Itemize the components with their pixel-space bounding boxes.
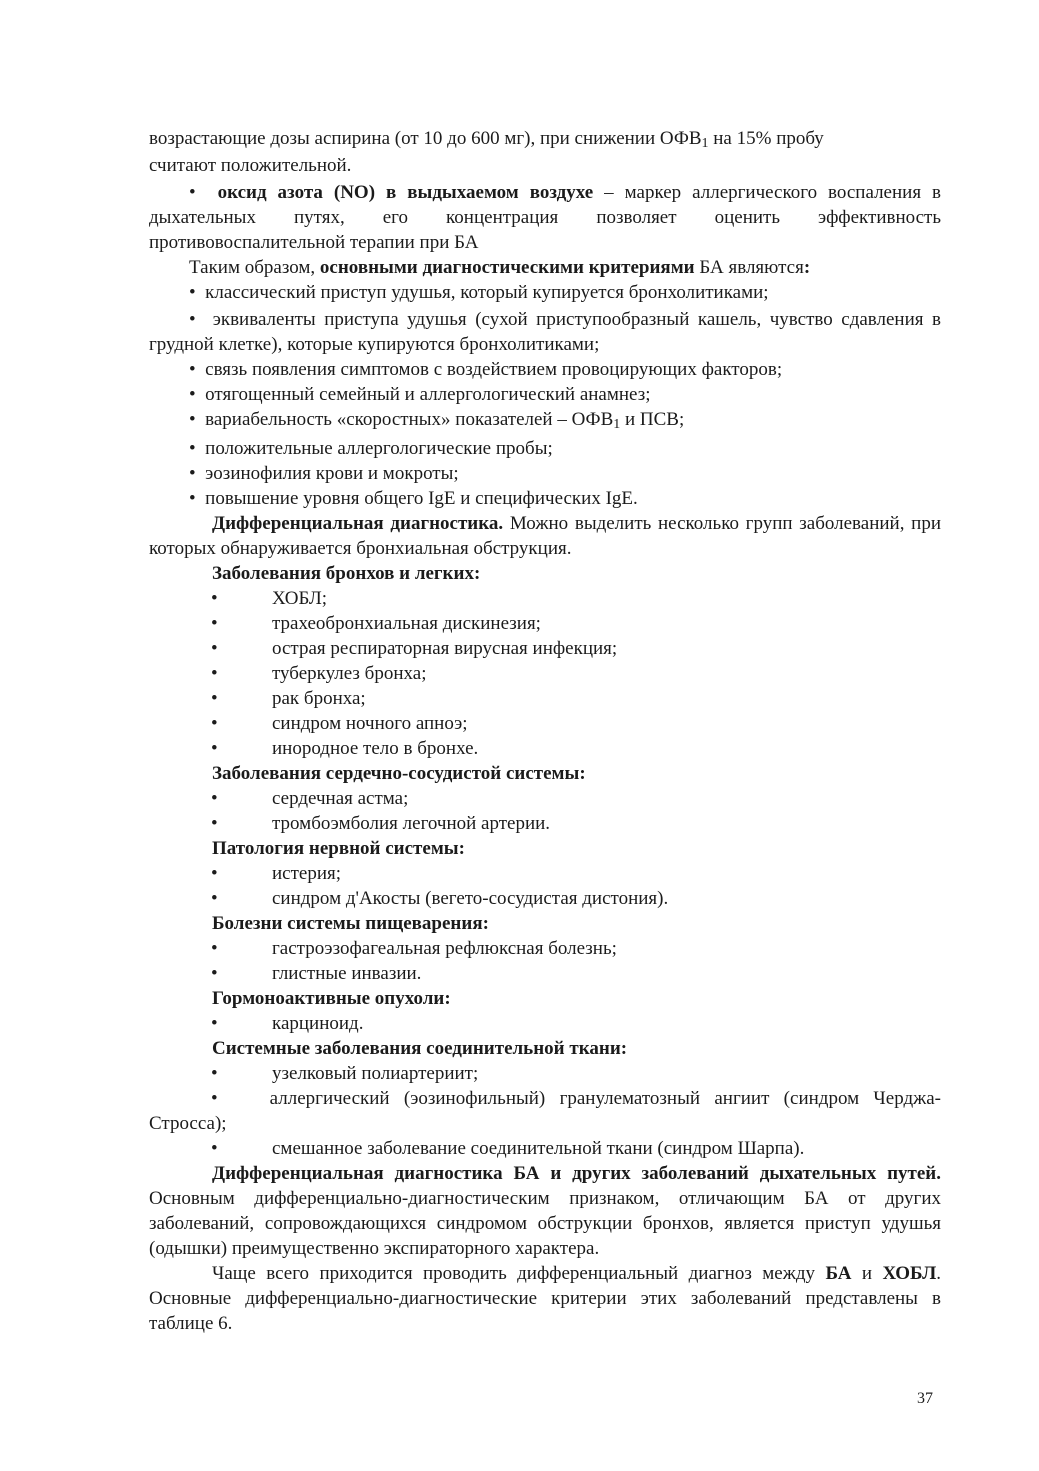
list-item-lungs: • рак бронха; bbox=[211, 688, 366, 709]
section-heading-connective: Системные заболевания соединительной ткани: bbox=[212, 1038, 628, 1059]
criteria-item: • повышение уровня общего IgE и специфических IgE. bbox=[189, 488, 638, 509]
criteria-intro: Таким образом, основными диагностическими критериями БА являются: bbox=[189, 257, 811, 278]
list-item-digest: • гастроэзофагеальная рефлюксная болезнь; bbox=[211, 938, 617, 959]
document-page bbox=[149, 126, 941, 1336]
list-item-nerve: • истерия; bbox=[211, 863, 342, 884]
criteria-item: • классический приступ удушья, который купируется бронхолитиками; bbox=[189, 282, 769, 303]
list-item-hormone: • карциноид. bbox=[211, 1013, 364, 1034]
final-paragraph: Чаще всего приходится проводить дифференциальный диагноз между БА и ХОБЛ. Основные дифференциально-диагностические критерии этих заболеваний представлены в таблице 6. bbox=[149, 1263, 942, 1334]
list-item-cardio: • сердечная астма; bbox=[211, 788, 409, 809]
criteria-item: • отягощенный семейный и аллергологический анамнез; bbox=[189, 384, 651, 405]
list-item-lungs: • острая респираторная вирусная инфекция; bbox=[211, 638, 618, 659]
criteria-item: • эозинофилия крови и мокроты; bbox=[189, 463, 459, 484]
criteria-item: • эквиваленты приступа удушья (сухой приступообразный кашель, чувство сдавления в грудной клетке), которые купируются бронхолитиками; bbox=[149, 309, 941, 355]
list-item-connective: • аллергический (эозинофильный) гранулематозный ангиит (синдром Черджа-Стросса); bbox=[149, 1088, 941, 1134]
section-heading-nerve: Патология нервной системы: bbox=[212, 838, 465, 859]
list-item-lungs: • синдром ночного апноэ; bbox=[211, 713, 468, 734]
differential-ba-paragraph: Дифференциальная диагностика БА и других заболеваний дыхательных путей. Основным дифференциально-диагностическим признаком, отличающим БА от других заболеваний, сопровождающихся синдромом обструкции бронхов, является приступ удушья (одышки) преимущественно экспираторного характера. bbox=[149, 1163, 941, 1259]
paragraph-aspirin: возрастающие дозы аспирина (от 10 до 600 мг), при снижении $ОФВ_1$ на 15% пробу bbox=[149, 128, 824, 151]
criteria-item: • вариабельность «скоростных» показателей – $ОФВ_1$ и ПСВ; bbox=[189, 409, 685, 432]
list-item-lungs: • туберкулез бронха; bbox=[211, 663, 427, 684]
list-item-cardio: • тромбоэмболия легочной артерии. bbox=[211, 813, 551, 834]
criteria-item: • положительные аллергологические пробы; bbox=[189, 438, 553, 459]
section-heading-digest: Болезни системы пищеварения: bbox=[212, 913, 489, 934]
list-item-lungs: • ХОБЛ; bbox=[211, 588, 328, 609]
list-item-lungs: • трахеобронхиальная дискинезия; bbox=[211, 613, 541, 634]
list-item-nerve: • синдром д'Акосты (вегето-сосудистая дистония). bbox=[211, 888, 669, 909]
criteria-item: • связь появления симптомов с воздействием провоцирующих факторов; bbox=[189, 359, 783, 380]
section-heading-lungs: Заболевания бронхов и легких: bbox=[212, 563, 481, 584]
list-item-nitric-oxide: • оксид азота (NO) в выдыхаемом воздухе – маркер аллергического воспаления в дыхательных путях, его концентрация позволяет оценить эффективность противовоспалительной терапии при БА bbox=[149, 182, 942, 253]
list-item-lungs: • инородное тело в бронхе. bbox=[211, 738, 479, 759]
list-item-connective: • смешанное заболевание соединительной ткани (синдром Шарпа). bbox=[211, 1138, 805, 1159]
page-number: 37 bbox=[917, 1390, 933, 1407]
list-item-digest: • глистные инвазии. bbox=[211, 963, 422, 984]
section-heading-cardio: Заболевания сердечно-сосудистой системы: bbox=[212, 763, 586, 784]
differential-diagnosis-paragraph: Дифференциальная диагностика. Можно выделить несколько групп заболеваний, при которых обнаруживается бронхиальная обструкция. bbox=[149, 513, 941, 559]
paragraph-aspirin-end: считают положительной. bbox=[149, 155, 352, 176]
section-heading-hormone: Гормоноактивные опухоли: bbox=[212, 988, 451, 1009]
list-item-connective: • узелковый полиартериит; bbox=[211, 1063, 479, 1084]
